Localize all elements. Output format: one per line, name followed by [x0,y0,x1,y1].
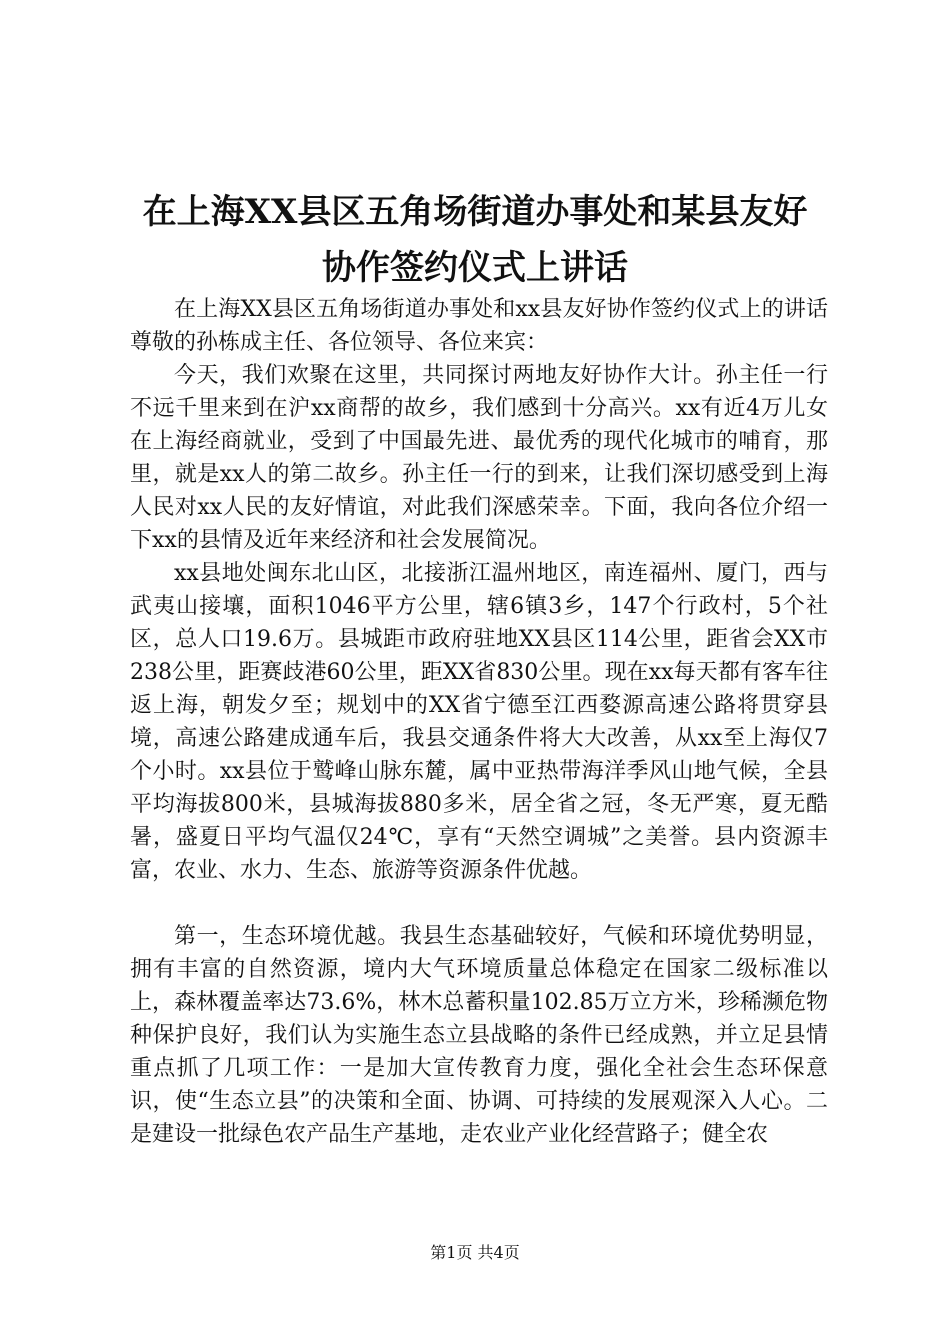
paragraph-welcome: 今天，我们欢聚在这里，共同探讨两地友好协作大计。孙主任一行不远千里来到在沪xx商帮的故乡，我们感到十分高兴。xx有近4万儿女在上海经商就业，受到了中国最先进、最优秀的现代化城市的哺育，那里，就是xx人的第二故乡。孙主任一行的到来，让我们深切感受到上海人民对xx人民的友好情谊，对此我们深感荣幸。下面，我向各位介绍一下xx的县情及近年来经济和社会发展简况。 [130,363,828,553]
document-title-line-1: 在上海XX县区五角场街道办事处和某县友好 [142,192,808,232]
document-title-line-2: 协作签约仪式上讲话 [322,248,628,288]
paragraph-ecology: 第一，生态环境优越。我县生态基础较好，气候和环境优势明显，拥有丰富的自然资源，境内大气环境质量总体稳定在国家二级标准以上，森林覆盖率达73.6%，林木总蓄积量102.85万立方米，珍稀濒危物种保护良好，我们认为实施生态立县战略的条件已经成熟，并立足县情重点抓了几项工作：一是加大宣传教育力度，强化全社会生态环保意识，使“生态立县”的决策和全面、协调、可持续的发展观深入人心。二是建设一批绿色农产品生产基地，走农业产业化经营路子；健全农 [130,924,828,1147]
page-number-footer: 第1页 共4页 [430,1243,520,1262]
paragraph-county-overview: xx县地处闽东北山区，北接浙江温州地区，南连福州、厦门，西与武夷山接壤，面积1046平方公里，辖6镇3乡，147个行政村，5个社区，总人口19.6万。县城距市政府驻地XX县区114公里，距省会XX市238公里，距赛歧港60公里，距XX省830公里。现在xx每天都有客车往返上海，朝发夕至；规划中的XX省宁德至江西婺源高速公路将贯穿县境，高速公路建成通车后，我县交通条件将大大改善，从xx至上海仅7个小时。xx县位于鹫峰山脉东麓，属中亚热带海洋季风山地气候，全县平均海拔800米，县城海拔880多米，居全省之冠，冬无严寒，夏无酷暑，盛夏日平均气温仅24℃，享有“天然空调城”之美誉。县内资源丰富，农业、水力、生态、旅游等资源条件优越。 [130,561,828,883]
paragraph-salutation: 在上海XX县区五角场街道办事处和xx县友好协作签约仪式上的讲话尊敬的孙栋成主任、各位领导、各位来宾： [130,297,828,355]
document-body [130,293,828,1151]
